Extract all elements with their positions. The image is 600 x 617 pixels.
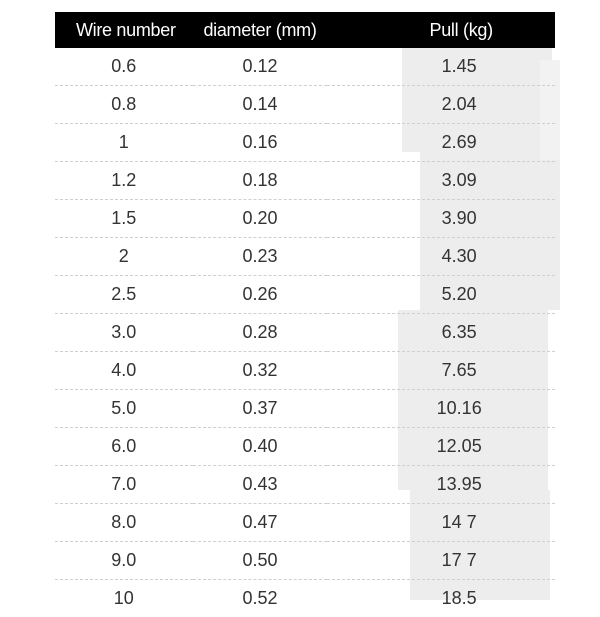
cell-diameter: 0.50 [193, 542, 328, 580]
table-body [55, 48, 555, 617]
cell-diameter: 0.43 [193, 466, 328, 504]
cell-diameter: 0.47 [193, 504, 328, 542]
cell-diameter: 0.20 [193, 200, 328, 238]
table-row [55, 390, 555, 428]
cell-diameter: 0.14 [193, 86, 328, 124]
cell-wire-number: 6.0 [55, 428, 193, 466]
cell-pull: 7.65 [327, 352, 555, 390]
cell-wire-number: 0.6 [55, 48, 193, 86]
table-row [55, 542, 555, 580]
cell-diameter: 0.32 [193, 352, 328, 390]
column-header-diameter: diameter (mm) [193, 12, 328, 48]
cell-wire-number: 8.0 [55, 504, 193, 542]
cell-diameter: 0.12 [193, 48, 328, 86]
cell-wire-number: 4.0 [55, 352, 193, 390]
cell-pull: 3.09 [327, 162, 555, 200]
cell-wire-number: 1 [55, 124, 193, 162]
cell-pull: 3.90 [327, 200, 555, 238]
cell-wire-number: 5.0 [55, 390, 193, 428]
cell-diameter: 0.23 [193, 238, 328, 276]
cell-pull: 5.20 [327, 276, 555, 314]
table-row [55, 200, 555, 238]
cell-wire-number: 2 [55, 238, 193, 276]
cell-pull: 13.95 [327, 466, 555, 504]
table-row [55, 466, 555, 504]
table-row [55, 504, 555, 542]
table-row [55, 162, 555, 200]
table-row [55, 276, 555, 314]
cell-pull: 2.69 [327, 124, 555, 162]
table-row [55, 238, 555, 276]
table-row [55, 124, 555, 162]
cell-diameter: 0.52 [193, 580, 328, 617]
cell-pull: 6.35 [327, 314, 555, 352]
cell-diameter: 0.16 [193, 124, 328, 162]
cell-wire-number: 1.5 [55, 200, 193, 238]
table-row [55, 86, 555, 124]
cell-wire-number: 1.2 [55, 162, 193, 200]
cell-pull: 10.16 [327, 390, 555, 428]
cell-diameter: 0.26 [193, 276, 328, 314]
cell-pull: 18.5 [327, 580, 555, 617]
table-row [55, 352, 555, 390]
cell-wire-number: 7.0 [55, 466, 193, 504]
column-header-pull: Pull (kg) [327, 12, 555, 48]
cell-wire-number: 9.0 [55, 542, 193, 580]
cell-diameter: 0.37 [193, 390, 328, 428]
table-row [55, 428, 555, 466]
column-header-wire-number: Wire number [55, 12, 193, 48]
cell-pull: 14 7 [327, 504, 555, 542]
table-row [55, 580, 555, 617]
table-row [55, 314, 555, 352]
cell-wire-number: 10 [55, 580, 193, 617]
wire-spec-table [55, 12, 555, 617]
cell-wire-number: 3.0 [55, 314, 193, 352]
table-header [55, 12, 555, 48]
table-row [55, 48, 555, 86]
cell-diameter: 0.18 [193, 162, 328, 200]
cell-pull: 1.45 [327, 48, 555, 86]
cell-wire-number: 0.8 [55, 86, 193, 124]
cell-diameter: 0.40 [193, 428, 328, 466]
cell-pull: 12.05 [327, 428, 555, 466]
cell-wire-number: 2.5 [55, 276, 193, 314]
cell-pull: 17 7 [327, 542, 555, 580]
cell-diameter: 0.28 [193, 314, 328, 352]
header-row [55, 12, 555, 48]
cell-pull: 4.30 [327, 238, 555, 276]
cell-pull: 2.04 [327, 86, 555, 124]
